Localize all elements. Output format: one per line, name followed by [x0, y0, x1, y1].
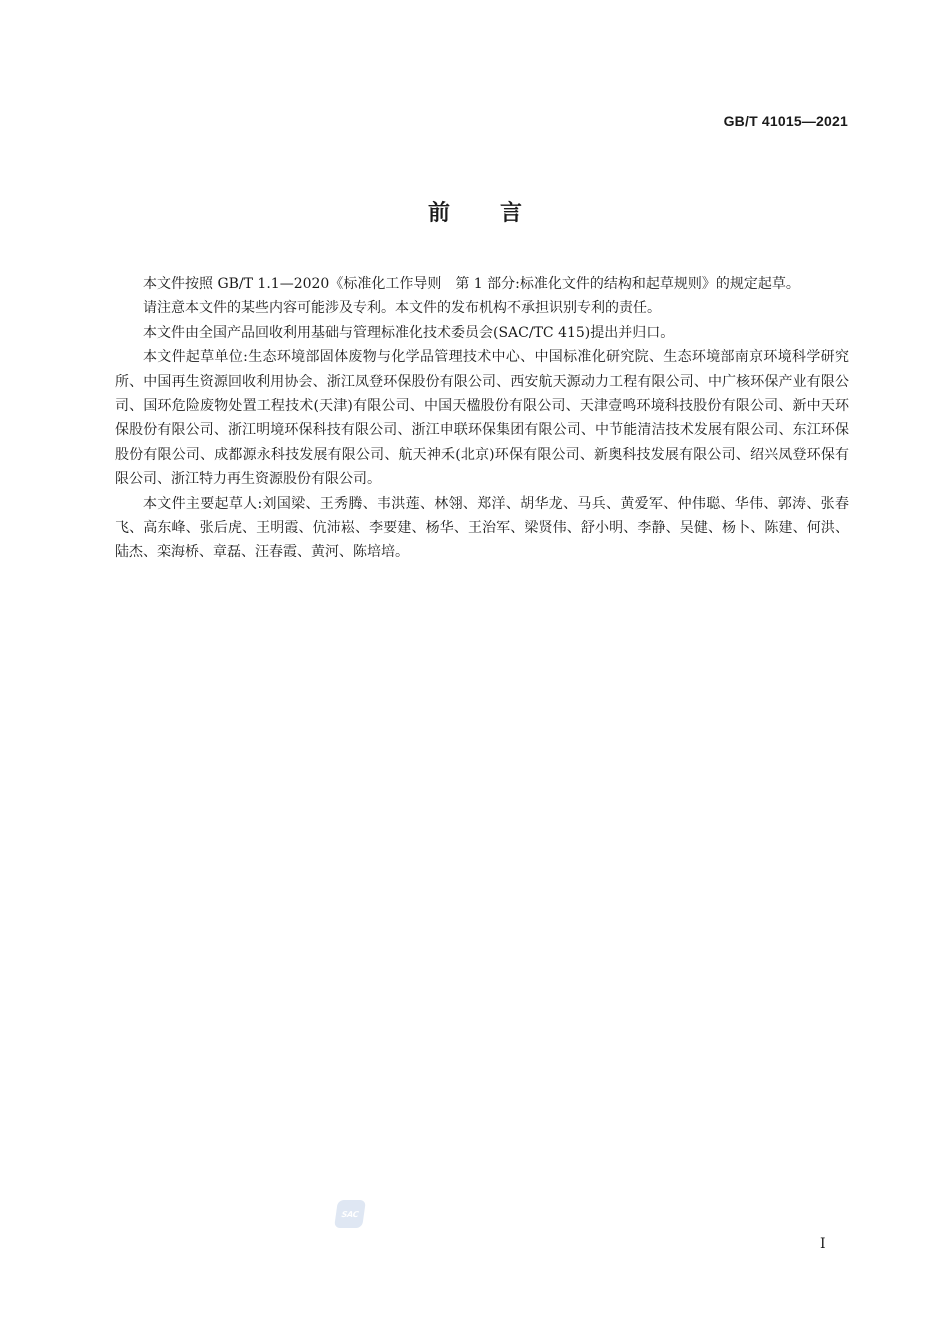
paragraph-drafting-rules: 本文件按照 GB/T 1.1—2020《标准化工作导则 第 1 部分:标准化文件的结构和起草规则》的规定起草。: [143, 276, 800, 292]
sac-logo-icon: [334, 1200, 366, 1228]
page-number: I: [820, 1236, 826, 1252]
standard-code: GB/T 41015—2021: [723, 113, 848, 129]
page-title: 前言: [427, 201, 572, 226]
paragraph-patent-notice: 请注意本文件的某些内容可能涉及专利。本文件的发布机构不承担识别专利的责任。: [143, 300, 661, 317]
paragraph-proposing-committee: 本文件由全国产品回收利用基础与管理标准化技术委员会(SAC/TC 415)提出并归口。: [143, 324, 675, 341]
paragraph-main-drafters: 本文件主要起草人:刘国梁、王秀腾、韦洪莲、林翎、郑洋、胡华龙、马兵、黄爱军、仲伟聪、华伟、郭涛、张春飞、高东峰、张后虎、王明霞、伉沛崧、李要建、杨华、王治军、梁贤伟、舒小明、李静、吴健、杨卜、陈建、何洪、陆杰、栾海桥、章磊、汪春霞、黄河、陈培培。: [115, 495, 849, 561]
sac-logo-text: SAC: [341, 1209, 359, 1219]
paragraph-drafting-organizations: 本文件起草单位:生态环境部固体废物与化学品管理技术中心、中国标准化研究院、生态环境部南京环境科学研究所、中国再生资源回收利用协会、浙江凤登环保股份有限公司、西安航天源动力工程有限公司、中广核环保产业有限公司、国环危险废物处置工程技术(天津)有限公司、中国天楹股份有限公司、天津壹鸣环境科技股份有限公司、新中天环保股份有限公司、浙江明境环保科技有限公司、浙江申联环保集团有限公司、中节能清洁技术发展有限公司、东江环保股份有限公司、成都源永科技发展有限公司、航天神禾(北京)环保有限公司、新奥科技发展有限公司、绍兴凤登环保有限公司、浙江特力再生资源股份有限公司。: [115, 349, 849, 488]
foreword-body: [115, 272, 849, 565]
